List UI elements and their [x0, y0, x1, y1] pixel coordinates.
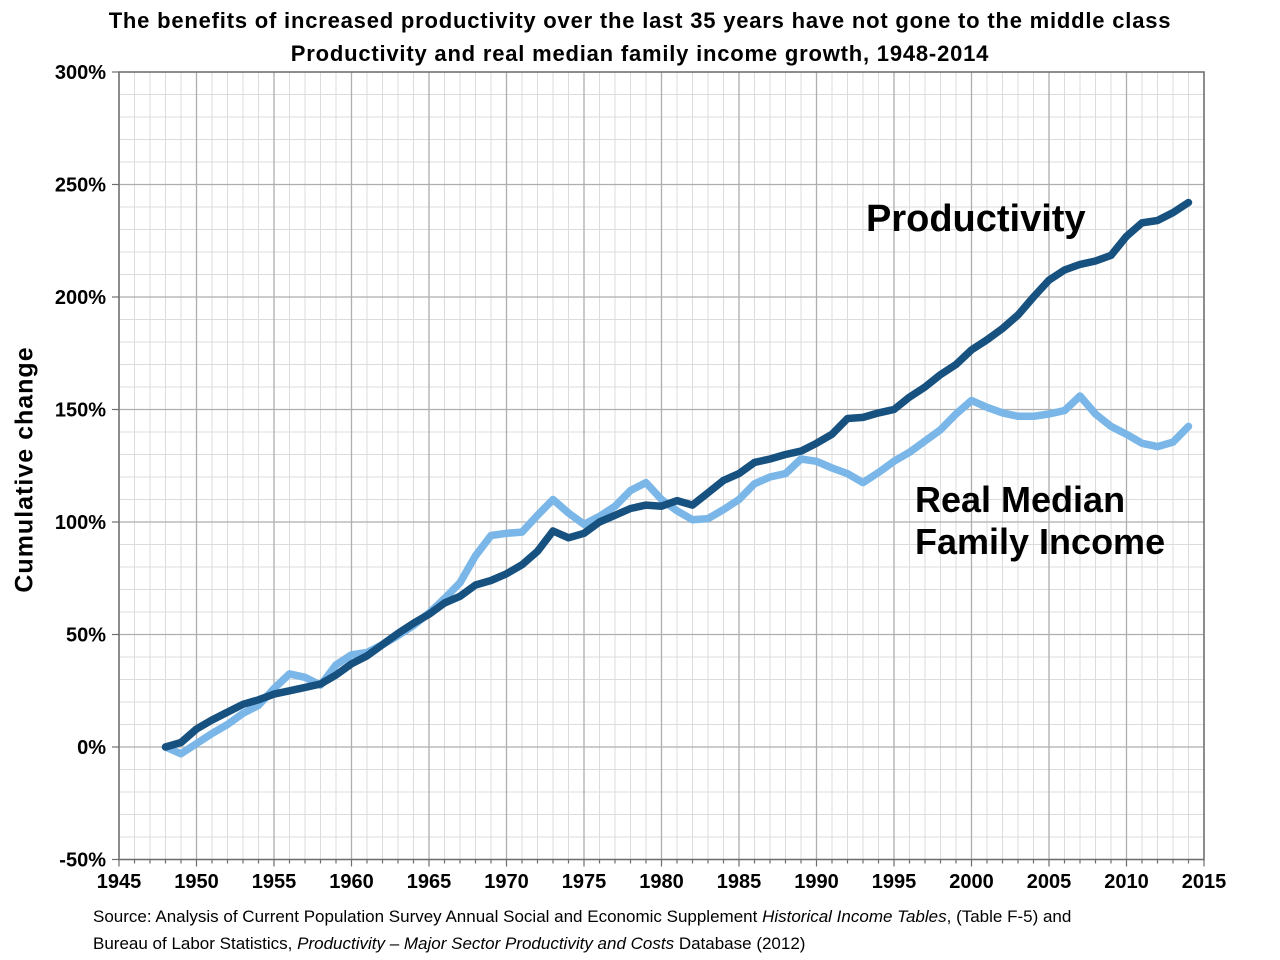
y-tick-label: 300% [54, 62, 106, 84]
source-note-line2 [93, 930, 1243, 957]
y-tick-label: 250% [54, 174, 106, 197]
y-tick-label: -50% [59, 849, 106, 872]
y-axis-title: Cumulative change [10, 346, 39, 593]
y-tick-label: 200% [54, 287, 106, 309]
source-italic-segment: Productivity – Major Sector Productivity and Costs [297, 934, 675, 954]
source-text-segment: Source: Analysis of Current Population Survey Annual Social and Economic Supplement [93, 907, 763, 926]
x-tick-label: 1990 [794, 871, 839, 893]
income-series-label-line2: Family Income [915, 521, 1166, 563]
source-text-segment: Bureau of Labor Statistics, [93, 934, 298, 954]
x-tick-label: 1955 [251, 871, 297, 893]
source-italic-segment: Historical Income Tables [762, 907, 947, 926]
y-tick-label: 150% [54, 399, 106, 422]
source-note [93, 903, 1243, 957]
chart-subtitle: Productivity and real median family income growth, 1948-2014 [290, 41, 990, 66]
x-tick-label: 2005 [1026, 871, 1072, 893]
chart-title: The benefits of increased productivity over the last 35 years have not gone to the middle class [108, 8, 1172, 33]
x-tick-label: 1965 [406, 871, 452, 893]
x-tick-label: 1980 [639, 871, 684, 893]
source-text-segment: , (Table F-5) and [946, 907, 1072, 926]
x-tick-label: 1995 [871, 871, 917, 893]
y-tick-label: 100% [54, 512, 106, 534]
income-series-label-line1: Real Median [915, 479, 1126, 520]
productivity-series-label: Productivity [866, 198, 1086, 240]
x-tick-label: 1970 [484, 871, 529, 893]
x-tick-label: 1950 [174, 871, 219, 893]
y-tick-label: 50% [65, 624, 106, 647]
x-tick-label: 2000 [949, 871, 994, 893]
x-tick-label: 1945 [96, 871, 142, 893]
source-text-segment: Database (2012) [674, 934, 806, 954]
x-tick-label: 1960 [329, 871, 374, 893]
y-tick-label: 0% [77, 737, 106, 759]
x-tick-label: 1985 [716, 871, 762, 893]
income-series-label [915, 479, 1165, 564]
source-note-line1 [93, 903, 1243, 930]
x-tick-label: 1975 [561, 871, 607, 893]
x-tick-label: 2010 [1104, 871, 1149, 893]
x-tick-label: 2015 [1181, 871, 1227, 893]
